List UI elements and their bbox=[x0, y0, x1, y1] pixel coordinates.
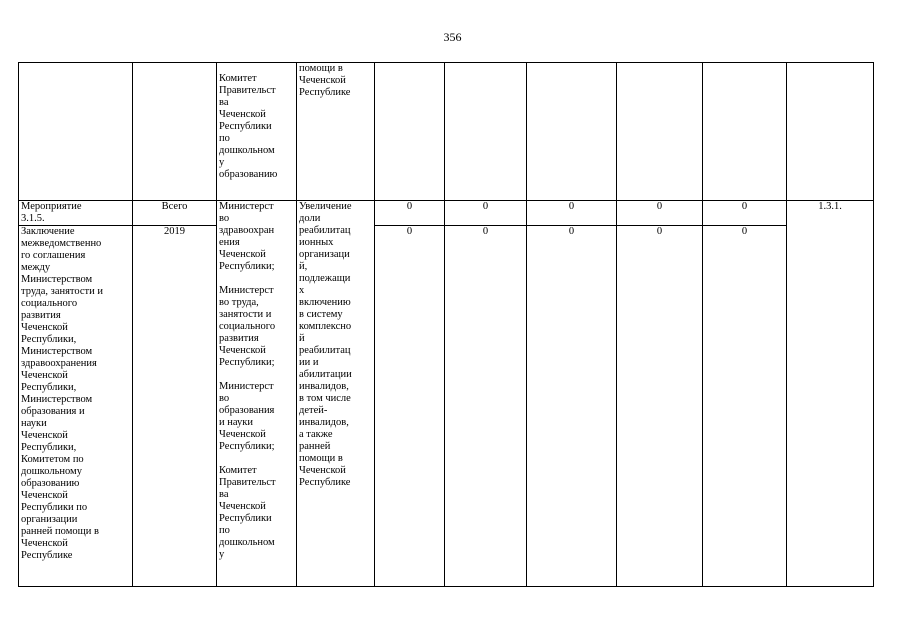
value-cell-empty bbox=[703, 63, 787, 201]
table-row-total bbox=[19, 201, 874, 226]
value-cell-empty bbox=[527, 63, 617, 201]
link-cell: 1.3.1. bbox=[787, 201, 874, 587]
event-title: Мероприятие 3.1.5. bbox=[19, 201, 133, 226]
event-description: Заключение межведомственно го соглашения между Министерством труда, занятости и социального развития Чеченской Республики, Министерством здравоохранения Чеченской Республики, Министерством образования и науки Чеченской Республики, Комитетом по дошкольному образованию Чеченской Республики по организации ранней помощи в Чеченской Республике bbox=[19, 226, 133, 587]
value-cell: 0 bbox=[617, 201, 703, 226]
value-cell-empty bbox=[445, 63, 527, 201]
value-cell-empty bbox=[375, 63, 445, 201]
value-cell: 0 bbox=[375, 226, 445, 587]
period-2019: 2019 bbox=[133, 226, 217, 587]
value-cell: 0 bbox=[617, 226, 703, 587]
table-row-2019 bbox=[19, 226, 874, 587]
program-table bbox=[18, 62, 874, 587]
table-row-continuation bbox=[19, 63, 874, 201]
event-cell-empty bbox=[19, 63, 133, 201]
indicator-merged: Увеличение доли реабилитац ионных организаци й, подлежащи х включению в систему комплексно й реабилитац ии и абилитации инвалидов, в том числе детей- инвалидов, а также ранней помощи в Чеченской Республике bbox=[297, 201, 375, 587]
responsible-merged: Министерст во здравоохран ения Чеченской Республики; Министерст во труда, занятости и социального развития Чеченской Республики; Министерст во образования и науки Чеченской Республики; Комитет Правительст ва Чеченской Республики по дошкольном у bbox=[217, 201, 297, 587]
value-cell: 0 bbox=[375, 201, 445, 226]
period-total: Всего bbox=[133, 201, 217, 226]
value-cell: 0 bbox=[527, 201, 617, 226]
indicator-cell: помощи в Чеченской Республике bbox=[297, 63, 375, 201]
page-number: 356 bbox=[443, 30, 462, 44]
value-cell: 0 bbox=[445, 226, 527, 587]
value-cell: 0 bbox=[703, 226, 787, 587]
value-cell: 0 bbox=[703, 201, 787, 226]
link-cell-empty bbox=[787, 63, 874, 201]
value-cell: 0 bbox=[445, 201, 527, 226]
value-cell-empty bbox=[617, 63, 703, 201]
responsible-cell: Комитет Правительст ва Чеченской Республики по дошкольном у образованию bbox=[217, 63, 297, 201]
value-cell: 0 bbox=[527, 226, 617, 587]
period-cell-empty bbox=[133, 63, 217, 201]
